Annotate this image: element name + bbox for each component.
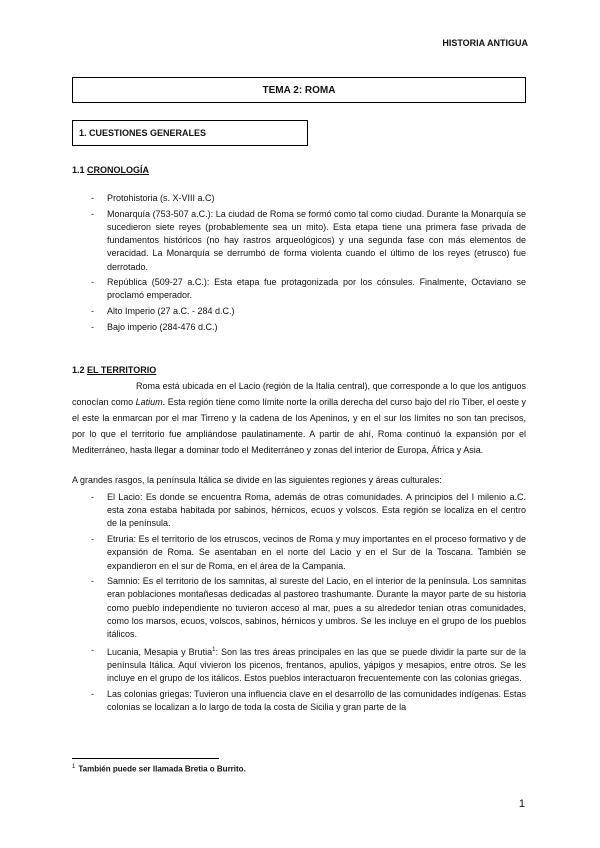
list-item: - Monarquía (753-507 a.C.): La ciudad de Roma se formó como tal como ciudad. Durante la Monarquía se sucedieron siete reyes (probablemente sea un mito). Esta etapa tiene una primera fase privada de fundamentos históricos (no hay rastros arqueológicos) y una segunda fase con más elementos de veracidad. La Monarquía se derrumbó de forma violenta cuando el último de los reyes (etrusco) fue derrotado. xyxy=(72,208,526,274)
footnote-text: También puede ser llamada Bretia o Burrito. xyxy=(78,764,246,774)
list-item: - Alto Imperio (27 a.C. - 284 d.C.) xyxy=(72,305,526,318)
latin-term: Latium xyxy=(135,397,163,407)
running-header: HISTORIA ANTIGUA xyxy=(442,38,528,48)
section-heading: 1. CUESTIONES GENERALES xyxy=(72,120,308,146)
list-item: - El Lacio: Es donde se encuentra Roma, además de otras comunidades. A principios del I milenio a.C. esta zona estaba habitada por sabinos, hérnicos, ecuos y volscos. Esta región se localiza en el centro de la península. xyxy=(72,491,526,531)
list-item-text: Lucania, Mesapia y Brutia xyxy=(107,646,213,657)
subsection-heading-chronology xyxy=(72,165,149,175)
paragraph-text: Roma está ubicada en el Lacio (región de la Italia central), que corresponde a lo que los antiguos conocían como xyxy=(72,381,526,407)
paragraph: A grandes rasgos, la península Itálica se divide en las siguientes regiones y áreas culturales: xyxy=(72,475,442,485)
list-item xyxy=(72,644,526,686)
footnote-separator xyxy=(72,758,219,759)
document-title: TEMA 2: ROMA xyxy=(72,77,526,103)
paragraph-text: . Esta región tiene como límite norte la orilla derecha del curso bajo del río Tíber, el oeste y el este la enmarcan por el mar Tirreno y la cadena de los Apeninos, y en el sur los límites no son tan precisos, por lo que el territorio fue ampliándose paulatinamente. A partir de ahí, Roma continuó la expansión por el Mediterráneo, hasta llegar a dominar todo el Mediterráneo y zonas del interior de Europa, África y Asia. xyxy=(72,397,526,455)
list-item-text: : Son las tres áreas principales en las que se puede dividir la parte sur de la península Itálica. Aquí vivieron los picenos, frentanos, apulios, yápigos y mesapios, entre otros. Se les incluye en el grupo de los itálicos. Estos pueblos interactuaron frecuentemente con las colonias griegas. xyxy=(107,646,526,684)
list-item: - Etruria: Es el territorio de los etruscos, vecinos de Roma y muy importantes en el proceso formativo y de expansión de Roma. Se asentaban en el norte del Lacio y en el Sur de la Toscana. También se expandieron en el sur de Roma, en el área de la Campania. xyxy=(72,533,526,573)
footnote-number: 1 xyxy=(72,764,76,770)
subsection-label: CRONOLOGÍA xyxy=(87,165,150,175)
list-item: - Protohistoria (s. X-VIII a.C) xyxy=(72,192,526,205)
footnote-reference[interactable]: 1 xyxy=(212,646,216,653)
list-item: - Las colonias griegas: Tuvieron una influencia clave en el desarrollo de las comunidades indígenas. Estas colonias se localizan a lo largo de toda la costa de Sicilia y gran parte de la xyxy=(72,688,526,714)
regions-list xyxy=(72,491,526,717)
footnote xyxy=(72,764,246,774)
subsection-heading-territory xyxy=(72,365,156,375)
paragraph xyxy=(72,378,526,458)
chronology-list xyxy=(72,192,526,337)
list-item: - Samnio: Es el territorio de los samnitas, al sureste del Lacio, en el interior de la península. Los samnitas eran poblaciones montañesas dedicadas al pastoreo trashumante. Durante la mayor parte de su historia como pueblo independiente no tuvieron acceso al mar, pues a su alrededor tenían otras comunidades, como los marsos, ecuos, volscos, sabinos, hérnicos y umbros. Se les incluye en el grupo de los pueblos itálicos. xyxy=(72,575,526,641)
page-number: 1 xyxy=(518,798,525,810)
list-item: - Bajo imperio (284-476 d.C.) xyxy=(72,321,526,334)
subsection-number: 1.2 xyxy=(72,365,88,375)
subsection-label: EL TERRITORIO xyxy=(87,365,157,375)
list-item: - República (509-27 a.C.): Esta etapa fue protagonizada por los cónsules. Finalmente, Octaviano se proclamó emperador. xyxy=(72,276,526,302)
subsection-number: 1.1 xyxy=(72,165,88,175)
